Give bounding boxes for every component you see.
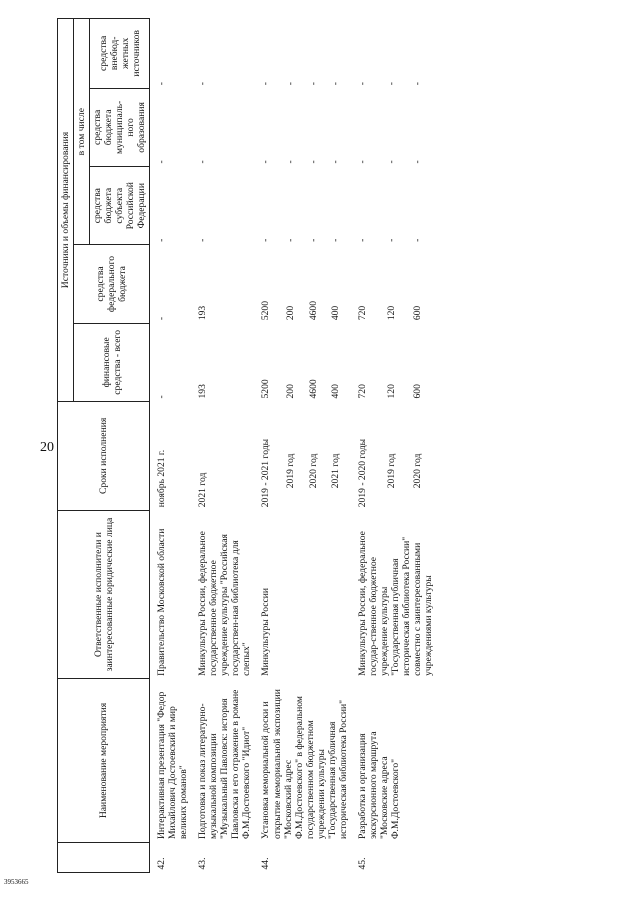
amount-extrabudget: - [260,82,272,86]
amount-total: 4600 [307,379,319,399]
amount-regional: - [411,238,423,242]
amount-municipal: - [260,160,272,164]
amount-federal: 120 [385,305,397,321]
amount-regional: - [156,238,168,242]
page-number: 20 [40,440,54,455]
amount-extrabudget: - [156,82,168,86]
amount-extrabudget: - [385,82,397,86]
event-name: Подготовка и показ литературно-музыкальной композиции "Музыкальный Павловск: история Павловска и его отражение в романе Ф.М.Достоевского "Идиот" [197,689,253,840]
amount-regional: - [307,238,319,242]
amount-extrabudget: - [356,82,368,86]
amount-federal: 200 [285,305,297,321]
amount-municipal: - [156,160,168,164]
event-name: Разработка и организация экскурсионного маршрута "Московские адреса Ф.М.Достоевского" [356,731,401,840]
header-including: в том числе [74,19,90,245]
amount-regional: - [260,238,272,242]
amount-total: 5200 [260,379,272,399]
executors: Минкультуры России, федеральное государ-ственное бюджетное учреждение культуры "Государственная публичная историческая библиотека России" совместно с заинтересованными учреждениями культуры [356,531,434,676]
executors: Минкультуры России, федеральное государственное бюджетное учреждение культуры "Российская государствен-ная библиотека для слепых" [197,531,253,676]
row-number: 43. [197,857,209,870]
term: 2019 - 2021 годы [260,438,272,508]
term: 2019 год [285,453,297,489]
amount-total: 600 [411,384,423,399]
amount-federal: - [156,316,168,321]
amount-municipal: - [411,160,423,164]
term: 2019 - 2020 годы [356,438,368,508]
amount-federal: 4600 [307,300,319,321]
amount-total: 400 [330,384,342,399]
executors: Правительство Московской области [156,528,168,676]
term: ноябрь 2021 г. [156,449,168,508]
row-number: 44. [260,857,272,870]
event-name: Интерактивная презентация "Федор Михайлович Достоевский и мир великих романов" [156,691,190,840]
amount-federal: 193 [197,305,209,321]
amount-municipal: - [356,160,368,164]
amount-total: 193 [197,384,209,399]
amount-total: - [156,395,168,399]
amount-total: 120 [385,384,397,399]
term: 2021 год [197,472,209,508]
amount-municipal: - [385,160,397,164]
header-municipal: средства бюджета муниципаль- ного образования [90,88,150,166]
amount-federal: 5200 [260,300,272,321]
header-extrabudget: средства внебюд- жетных источников [90,19,150,89]
amount-total: 200 [285,384,297,399]
amount-federal: 600 [411,305,423,321]
amount-municipal: - [330,160,342,164]
term: 2020 год [411,453,423,489]
amount-extrabudget: - [307,82,319,86]
executors: Минкультуры России [260,587,272,676]
amount-federal: 400 [330,305,342,321]
amount-municipal: - [307,160,319,164]
header-terms: Сроки исполнения [58,401,150,510]
table-row [254,19,283,873]
table-row [191,19,254,873]
header-total: финансовые средства - всего [74,323,150,401]
header-federal: средства федерального бюджета [74,245,150,323]
rotated-table-container [57,18,627,873]
amount-regional: - [285,238,297,242]
row-number: 45. [356,857,368,870]
header-sources: Источники и объемы финансирования [58,19,74,402]
amount-regional: - [197,238,209,242]
document-code: 3953665 [4,878,29,886]
amount-regional: - [356,238,368,242]
table-body [150,19,436,873]
event-name: Установка мемориальной доски и открытие мемориальной экспозиции "Московский адрес Ф.М.Достоевского" в федеральном государственном бюджетном учреждении культуры "Государственная публичная историческая библиотека России" [260,689,349,840]
amount-federal: 720 [356,305,368,321]
header-number [58,842,150,872]
amount-regional: - [385,238,397,242]
amount-extrabudget: - [285,82,297,86]
amount-municipal: - [197,160,209,164]
table-row [150,19,192,873]
amount-extrabudget: - [411,82,423,86]
amount-regional: - [330,238,342,242]
header-regional: средства бюджета субъекта Российской Федерации [90,167,150,245]
amount-total: 720 [356,384,368,399]
term: 2019 год [385,453,397,489]
term: 2021 год [330,453,342,489]
amount-extrabudget: - [330,82,342,86]
table-row [351,19,384,873]
header-executors: Ответственные исполнители и заинтересованные юридические лица [58,510,150,679]
amount-extrabudget: - [197,82,209,86]
row-number: 42. [156,857,168,870]
financing-table [57,18,436,873]
term: 2020 год [307,453,319,489]
amount-municipal: - [285,160,297,164]
header-name: Наименование мероприятия [58,679,150,842]
